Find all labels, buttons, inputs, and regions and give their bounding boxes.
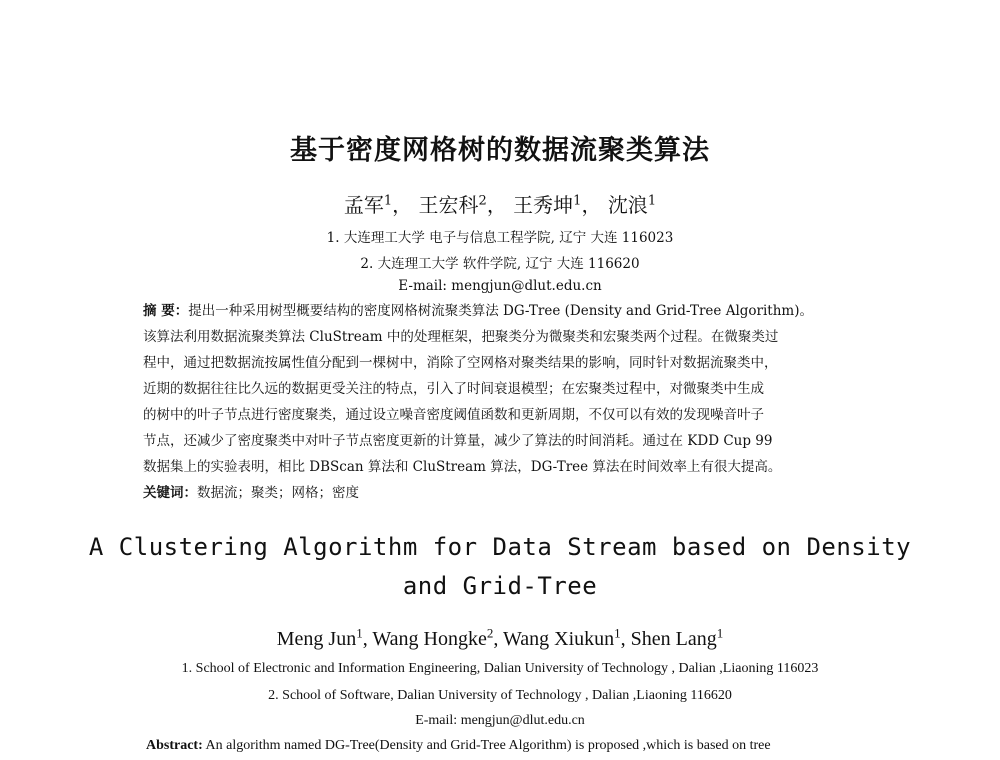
english-abstract-text: An algorithm named DG-Tree(Density and Grid-Tree Algorithm) is proposed ,which is based on tree [202,738,771,753]
author-separator: ， [486,193,507,217]
english-abstract [146,738,771,754]
author-name: Wang Xiukun [502,628,615,650]
author-name: Meng Jun [276,628,357,650]
author-name: 王宏科 [418,193,479,217]
author-affiliation-mark: 1 [647,193,657,209]
abstract-line: 程中，通过把数据流按属性值分配到一棵树中，消除了空网格对聚类结果的影响，同时针对数据流聚类中， [143,355,778,371]
author-name: 沈浪 [607,193,648,217]
author-affiliation-mark: 2 [486,625,494,641]
abstract-line: 数据集上的实验表明，相比 DBScan 算法和 CluStream 算法，DG-Tree 算法在时间效率上有很大提高。 [143,459,782,475]
chinese-abstract [143,298,863,480]
abstract-text: 提出一种采用树型概要结构的密度网格树流聚类算法 DG-Tree (Density and Grid-Tree Algorithm)。 [188,303,813,319]
chinese-title: 基于密度网格树的数据流聚类算法 [290,135,710,166]
author-affiliation-mark: 1 [573,193,582,209]
author-separator: ， [581,193,602,217]
keywords-line [143,480,863,506]
author-affiliation-mark: 1 [716,625,724,641]
abstract-line: 节点，还减少了密度聚类中对叶子节点密度更新的计算量，减少了算法的时间消耗。通过在 KDD Cup 99 [143,433,773,449]
chinese-authors [0,189,1000,218]
abstract-line [143,298,863,324]
author-name: Shen Lang [630,628,717,650]
author-affiliation-mark: 1 [383,193,393,209]
author-affiliation-mark: 1 [614,625,621,641]
author-name: 孟军 [343,193,384,217]
abstract-line: 近期的数据往往比久远的数据更受关注的特点，引入了时间衰退模型；在宏聚类过程中，对微聚类中生成 [143,381,764,397]
author-affiliation-mark: 1 [356,625,363,641]
abstract-line: 的树中的叶子节点进行密度聚类，通过设立噪音密度阈值函数和更新周期，不仅可以有效的发现噪音叶子 [143,407,764,423]
author-name: 王秀坤 [513,193,574,217]
author-separator: , [493,628,503,650]
chinese-affiliation-2: 2. 大连理工大学 软件学院, 辽宁 大连 116620 [360,256,640,272]
author-separator: , [620,628,631,650]
author-name: Wang Hongke [372,628,487,650]
english-title-line-2: and Grid-Tree [402,572,598,600]
english-authors [0,625,1000,651]
abstract-label: 摘 要： [143,303,189,319]
english-email: E-mail: mengjun@dlut.edu.cn [415,713,585,728]
english-affiliation-2: 2. School of Software, Dalian University of Technology , Dalian ,Liaoning 116620 [268,688,732,703]
english-abstract-label: Abstract: [146,738,203,753]
english-affiliation-1: 1. School of Electronic and Information Engineering, Dalian University of Technology , Dalian ,Liaoning 116023 [181,661,819,676]
author-affiliation-mark: 2 [478,193,487,209]
chinese-keywords [143,480,863,506]
author-separator: , [362,628,373,650]
keywords-label: 关键词： [143,485,197,501]
chinese-email: E-mail: mengjun@dlut.edu.cn [398,278,602,294]
english-title-line-1: A Clustering Algorithm for Data Stream based on Density [88,533,912,561]
author-separator: ， [392,193,413,217]
keywords-text: 数据流；聚类；网格；密度 [197,485,359,501]
abstract-line: 该算法利用数据流聚类算法 CluStream 中的处理框架，把聚类分为微聚类和宏聚类两个过程。在微聚类过 [143,329,779,345]
chinese-affiliation-1: 1. 大连理工大学 电子与信息工程学院, 辽宁 大连 116023 [326,230,674,246]
